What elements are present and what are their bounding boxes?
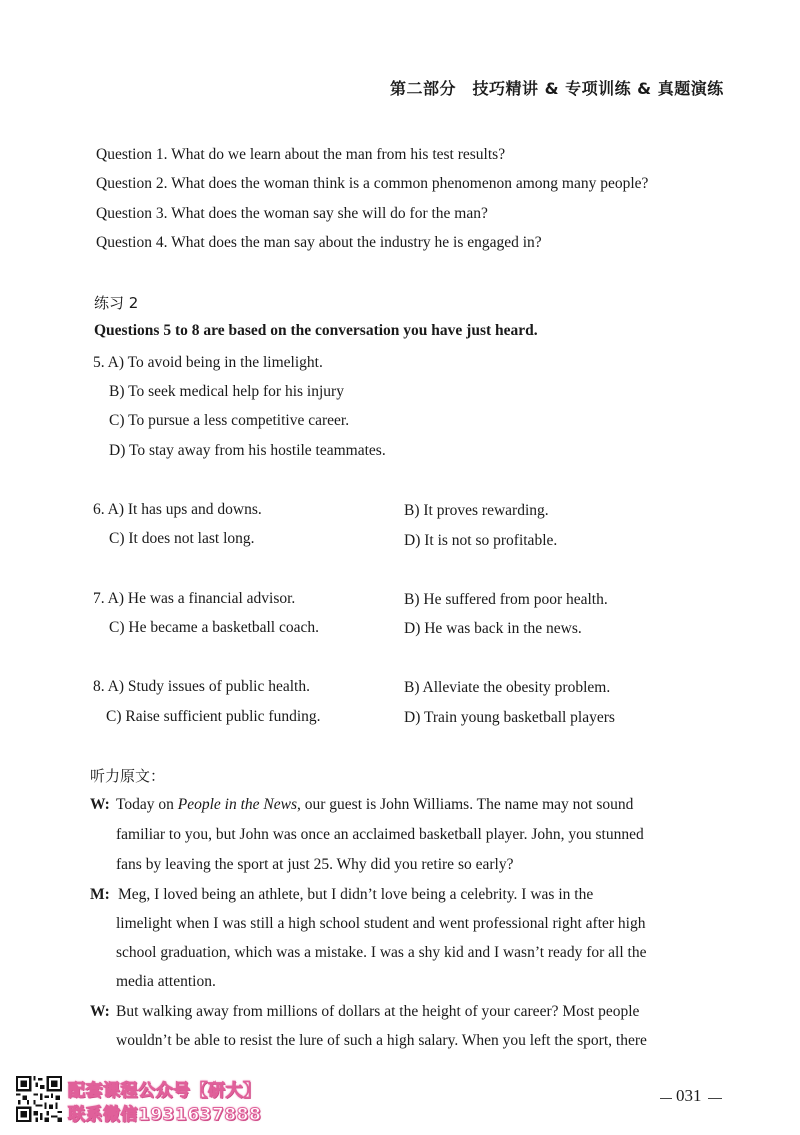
q5-option-a: 5. A) To avoid being in the limelight.	[93, 354, 323, 371]
speaker-label: W:	[90, 1003, 110, 1020]
promo-line-2: 联系微信1931637888	[68, 1105, 262, 1125]
page-header: 第二部分 技巧精讲 & 专项训练 & 真题演练	[390, 79, 724, 98]
transcript-title: 听力原文：	[90, 767, 166, 785]
q6-option-c: C) It does not last long.	[109, 530, 255, 547]
q8-option-c: C) Raise sufficient public funding.	[106, 708, 321, 725]
q7-option-d: D) He was back in the news.	[404, 620, 582, 637]
q8-option-d: D) Train young basketball players	[404, 709, 615, 726]
question-3: Question 3. What does the woman say she will do for the man?	[96, 205, 488, 222]
q5-option-d: D) To stay away from his hostile teammates.	[109, 442, 386, 459]
exercise-instruction: Questions 5 to 8 are based on the conversation you have just heard.	[94, 322, 538, 339]
page-number: 031	[676, 1086, 702, 1105]
q6-option-d: D) It is not so profitable.	[404, 532, 558, 549]
q8-option-a: 8. A) Study issues of public health.	[93, 678, 310, 695]
transcript-line: wouldn’t be able to resist the lure of such a high salary. When you left the sport, there	[116, 1032, 647, 1049]
q8-option-b: B) Alleviate the obesity problem.	[404, 679, 611, 696]
exercise-title: 练习 2	[94, 294, 139, 312]
transcript-text: , our guest is John Williams. The name may not sound	[297, 796, 634, 813]
transcript-line: fans by leaving the sport at just 25. Why did you retire so early?	[116, 856, 514, 873]
q7-option-c: C) He became a basketball coach.	[109, 619, 320, 636]
transcript-line: But walking away from millions of dollars at the height of your career? Most people	[116, 1003, 640, 1020]
transcript-line: familiar to you, but John was once an acclaimed basketball player. John, you stunned	[116, 826, 644, 843]
speaker-label: W:	[90, 796, 110, 813]
page-number-dash-left	[660, 1098, 672, 1099]
question-1: Question 1. What do we learn about the man from his test results?	[96, 146, 506, 163]
transcript-line: limelight when I was still a high school student and went professional right after high	[116, 915, 646, 932]
footer-promo	[16, 1076, 316, 1124]
program-title: People in the News	[177, 796, 298, 813]
transcript-line: school graduation, which was a mistake. I was a shy kid and I wasn’t ready for all the	[116, 944, 647, 961]
q6-option-a: 6. A) It has ups and downs.	[93, 501, 262, 518]
q5-option-c: C) To pursue a less competitive career.	[109, 412, 350, 429]
question-2: Question 2. What does the woman think is a common phenomenon among many people?	[96, 175, 649, 192]
transcript-line: Meg, I loved being an athlete, but I didn’t love being a celebrity. I was in the	[118, 886, 594, 903]
qr-code-icon	[16, 1076, 62, 1122]
question-4: Question 4. What does the man say about the industry he is engaged in?	[96, 234, 542, 251]
transcript-text: Today on	[116, 796, 178, 813]
q6-option-b: B) It proves rewarding.	[404, 502, 549, 519]
q7-option-a: 7. A) He was a financial advisor.	[93, 590, 296, 607]
q5-option-b: B) To seek medical help for his injury	[109, 383, 344, 400]
promo-line-1: 配套课程公众号【研大】	[68, 1081, 261, 1101]
q7-option-b: B) He suffered from poor health.	[404, 591, 608, 608]
page-number-dash-right	[708, 1098, 722, 1099]
transcript-line	[116, 796, 633, 814]
speaker-label: M:	[90, 886, 110, 903]
transcript-line: media attention.	[116, 973, 216, 990]
